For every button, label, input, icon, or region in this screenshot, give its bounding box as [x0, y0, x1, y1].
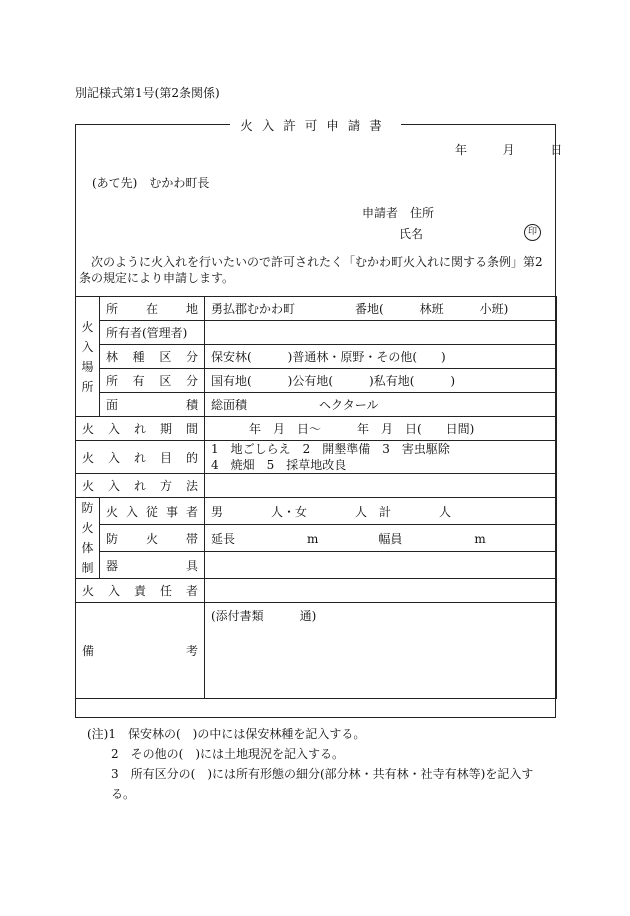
row-area: [76, 393, 557, 417]
date-row: [455, 141, 562, 158]
period-value[interactable]: 年 月 日〜 年 月 日( 日間): [205, 417, 557, 441]
row-ownership-type: [76, 369, 557, 393]
workers-value[interactable]: 男 人・女 人 計 人: [205, 498, 557, 525]
forest-type-label: 林 種 区 分: [100, 345, 205, 369]
note-1: (注)1 保安林の( )の中には保安林種を記入する。: [87, 727, 366, 741]
remarks-value[interactable]: (添付書類 通): [205, 603, 557, 699]
purpose-value[interactable]: [205, 441, 557, 474]
method-label: 火 入 れ 方 法: [76, 474, 205, 498]
equipment-value[interactable]: [205, 552, 557, 579]
owner-label: 所有者(管理者): [100, 321, 205, 345]
form-title-wrap: [75, 116, 556, 134]
form-title: 火入許可申請書: [230, 118, 401, 133]
purpose-options-line2: 4 焼畑 5 採草地改良: [211, 458, 347, 472]
firebreak-label: 防 火 帯: [100, 525, 205, 552]
period-label: 火 入 れ 期 間: [76, 417, 205, 441]
location-label: 所 在 地: [100, 297, 205, 321]
owner-value[interactable]: [205, 321, 557, 345]
row-period: [76, 417, 557, 441]
row-equipment: [76, 552, 557, 579]
responsible-label: 火 入 責 任 者: [76, 579, 205, 603]
request-statement: 次のように火入れを行いたいので許可されたく「むかわ町火入れに関する条例」第2条の規定により申請します。: [79, 255, 543, 285]
area-label: 面 積: [100, 393, 205, 417]
row-method: [76, 474, 557, 498]
purpose-options-line1: 1 地ごしらえ 2 開墾準備 3 害虫駆除: [211, 442, 450, 456]
fire-prevention-group-label: 防 火 体 制: [76, 498, 100, 579]
applicant-address-label: 申請者 住所: [362, 206, 435, 220]
note-2: 2 その他の( )には土地現況を記入する。: [111, 747, 344, 761]
purpose-label: 火 入 れ 目 的: [76, 441, 205, 474]
firebreak-value[interactable]: 延長 m 幅員 m: [205, 525, 557, 552]
row-remarks: [76, 603, 557, 699]
application-table: [75, 296, 557, 699]
row-owner: [76, 321, 557, 345]
addressee: (あて先) むかわ町長: [92, 176, 210, 190]
note-3: 3 所有区分の( )には所有形態の細分(部分林・共有林・社寺有林等)を記入する。: [111, 767, 534, 801]
location-value[interactable]: 勇払郡むかわ町 番地( 林班 小班): [205, 297, 557, 321]
form-number-label: 別記様式第1号(第2条関係): [75, 86, 220, 100]
forest-type-value[interactable]: 保安林( )普通林・原野・その他( ): [205, 345, 557, 369]
ownership-type-value[interactable]: 国有地( )公有地( )私有地( ): [205, 369, 557, 393]
row-purpose: [76, 441, 557, 474]
ownership-type-label: 所 有 区 分: [100, 369, 205, 393]
row-forest-type: [76, 345, 557, 369]
date-year-label: 年: [455, 143, 468, 157]
area-value[interactable]: 総面積 ヘクタール: [205, 393, 557, 417]
date-day-label: 日: [550, 143, 563, 157]
seal-mark: 印: [524, 224, 541, 241]
method-value[interactable]: [205, 474, 557, 498]
notes-section: [87, 724, 557, 804]
date-month-label: 月: [502, 143, 515, 157]
row-firebreak: [76, 525, 557, 552]
row-workers: [76, 498, 557, 525]
fire-site-group-label: 火 入 場 所: [76, 297, 100, 417]
remarks-label: 備 考: [76, 603, 205, 699]
row-responsible: [76, 579, 557, 603]
row-location: [76, 297, 557, 321]
equipment-label: 器 具: [100, 552, 205, 579]
applicant-name-label: 氏名: [399, 227, 424, 241]
workers-label: 火 入 従 事 者: [100, 498, 205, 525]
responsible-value[interactable]: [205, 579, 557, 603]
